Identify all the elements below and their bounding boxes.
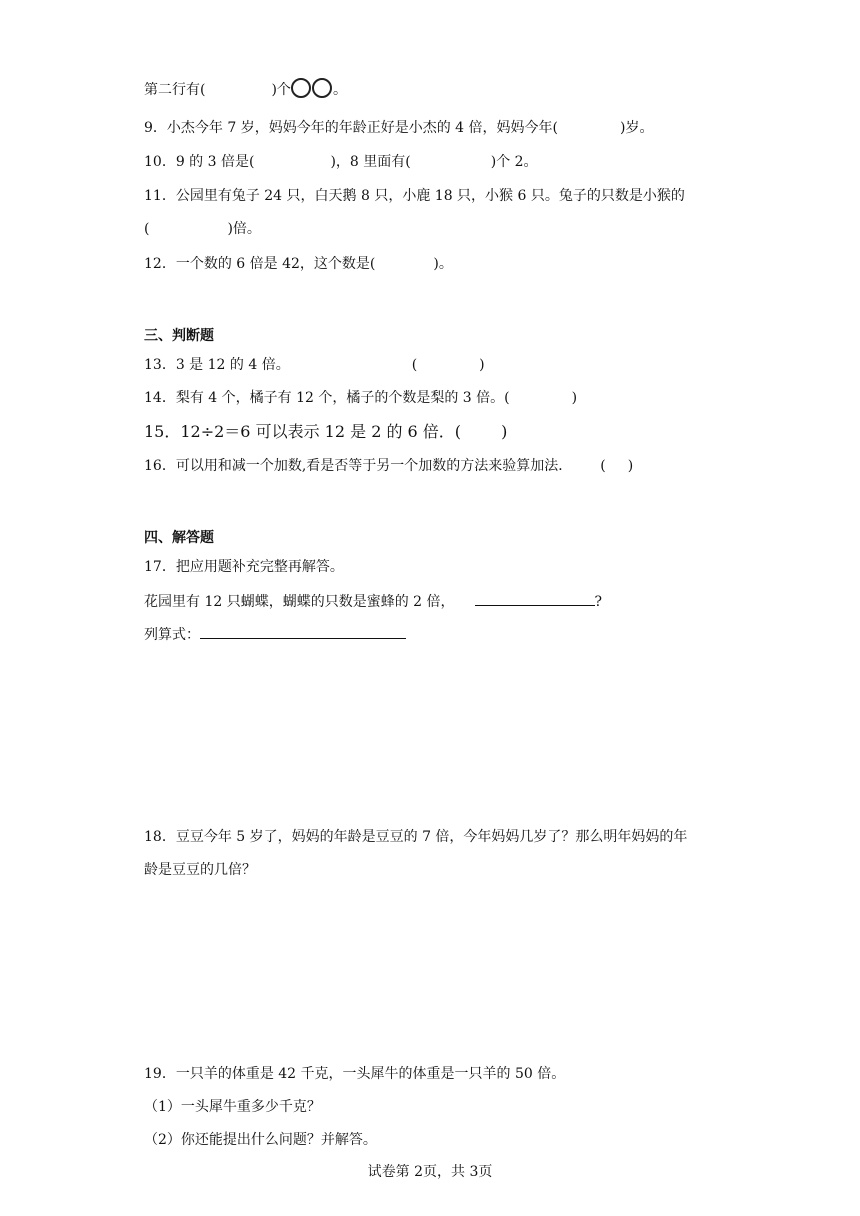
circle-icon	[312, 78, 332, 98]
q8-continuation	[144, 78, 347, 100]
q13-paren-close: )	[479, 357, 485, 373]
q14-paren-close: )	[571, 390, 578, 406]
section-3-title: 三、判断题	[144, 328, 214, 344]
q8-text-mid: )个	[271, 82, 291, 98]
section-4-title: 四、解答题	[144, 530, 214, 546]
question-12	[144, 254, 453, 274]
question-17-stem	[144, 591, 602, 612]
q12-text-post: )。	[433, 256, 453, 272]
q9-text-post: )岁。	[619, 120, 654, 136]
question-10	[144, 152, 538, 172]
q8-text-pre: 第二行有(	[144, 82, 206, 98]
q11-text-line1: 11．公园里有兔子 24 只，白天鹅 8 只，小鹿 18 只，小猴 6 只。兔子的只数是小猴的	[144, 188, 685, 204]
q15-text: 15．12÷2＝6 可以表示 12 是 2 的 6 倍．(	[144, 422, 462, 441]
question-17-title: 17．把应用题补充完整再解答。	[144, 559, 344, 575]
circle-icon	[291, 78, 311, 98]
q17-question-mark: ?	[594, 594, 603, 610]
q9-text-pre: 9．小杰今年 7 岁，妈妈今年的年龄正好是小杰的 4 倍，妈妈今年(	[144, 120, 558, 136]
q17-formula-label: 列算式：	[144, 627, 200, 643]
question-15	[144, 422, 507, 442]
question-11-line-1	[144, 186, 685, 206]
question-11-line-2	[144, 219, 261, 239]
q10-text-b: )，8 里面有(	[330, 154, 411, 170]
q13-text: 13．3 是 12 的 4 倍。	[144, 357, 290, 373]
q16-text: 16．可以用和减一个加数,看是否等于另一个加数的方法来验算加法．	[144, 458, 573, 474]
q16-paren-close: )	[627, 458, 634, 474]
question-19-sub-1: （1）一头犀牛重多少千克？	[144, 1099, 321, 1115]
q10-text-c: )个 2。	[490, 154, 538, 170]
q17-formula-blank[interactable]	[200, 624, 406, 639]
question-19-sub-2: （2）你还能提出什么问题？并解答。	[144, 1132, 377, 1148]
q16-paren-open: (	[600, 458, 606, 474]
q10-text-a: 10．9 的 3 倍是(	[144, 154, 255, 170]
question-13	[144, 355, 485, 375]
q15-paren-close: )	[501, 422, 508, 441]
question-14	[144, 388, 577, 408]
question-9	[144, 118, 653, 138]
q17-stem-text: 花园里有 12 只蝴蝶，蝴蝶的只数是蜜蜂的 2 倍，	[144, 594, 455, 610]
q13-paren-open: (	[411, 357, 418, 373]
question-18-line-2: 龄是豆豆的几倍？	[144, 862, 256, 878]
question-18-line-1: 18．豆豆今年 5 岁了，妈妈的年龄是豆豆的 7 倍，今年妈妈几岁了？那么明年妈妈的年	[144, 829, 688, 845]
q11-text-pre: (	[144, 221, 150, 237]
question-17-formula	[144, 624, 406, 645]
question-16	[144, 456, 633, 476]
question-19-stem: 19．一只羊的体重是 42 千克，一头犀牛的体重是一只羊的 50 倍。	[144, 1066, 566, 1082]
q14-text: 14．梨有 4 个，橘子有 12 个，橘子的个数是梨的 3 倍。(	[144, 390, 510, 406]
q8-text-post: 。	[332, 82, 347, 98]
q12-text-pre: 12．一个数的 6 倍是 42，这个数是(	[144, 256, 376, 272]
page-footer: 试卷第 2页，共 3页	[367, 1164, 493, 1180]
q17-question-blank[interactable]	[475, 591, 595, 606]
q11-text-post: )倍。	[227, 221, 261, 237]
